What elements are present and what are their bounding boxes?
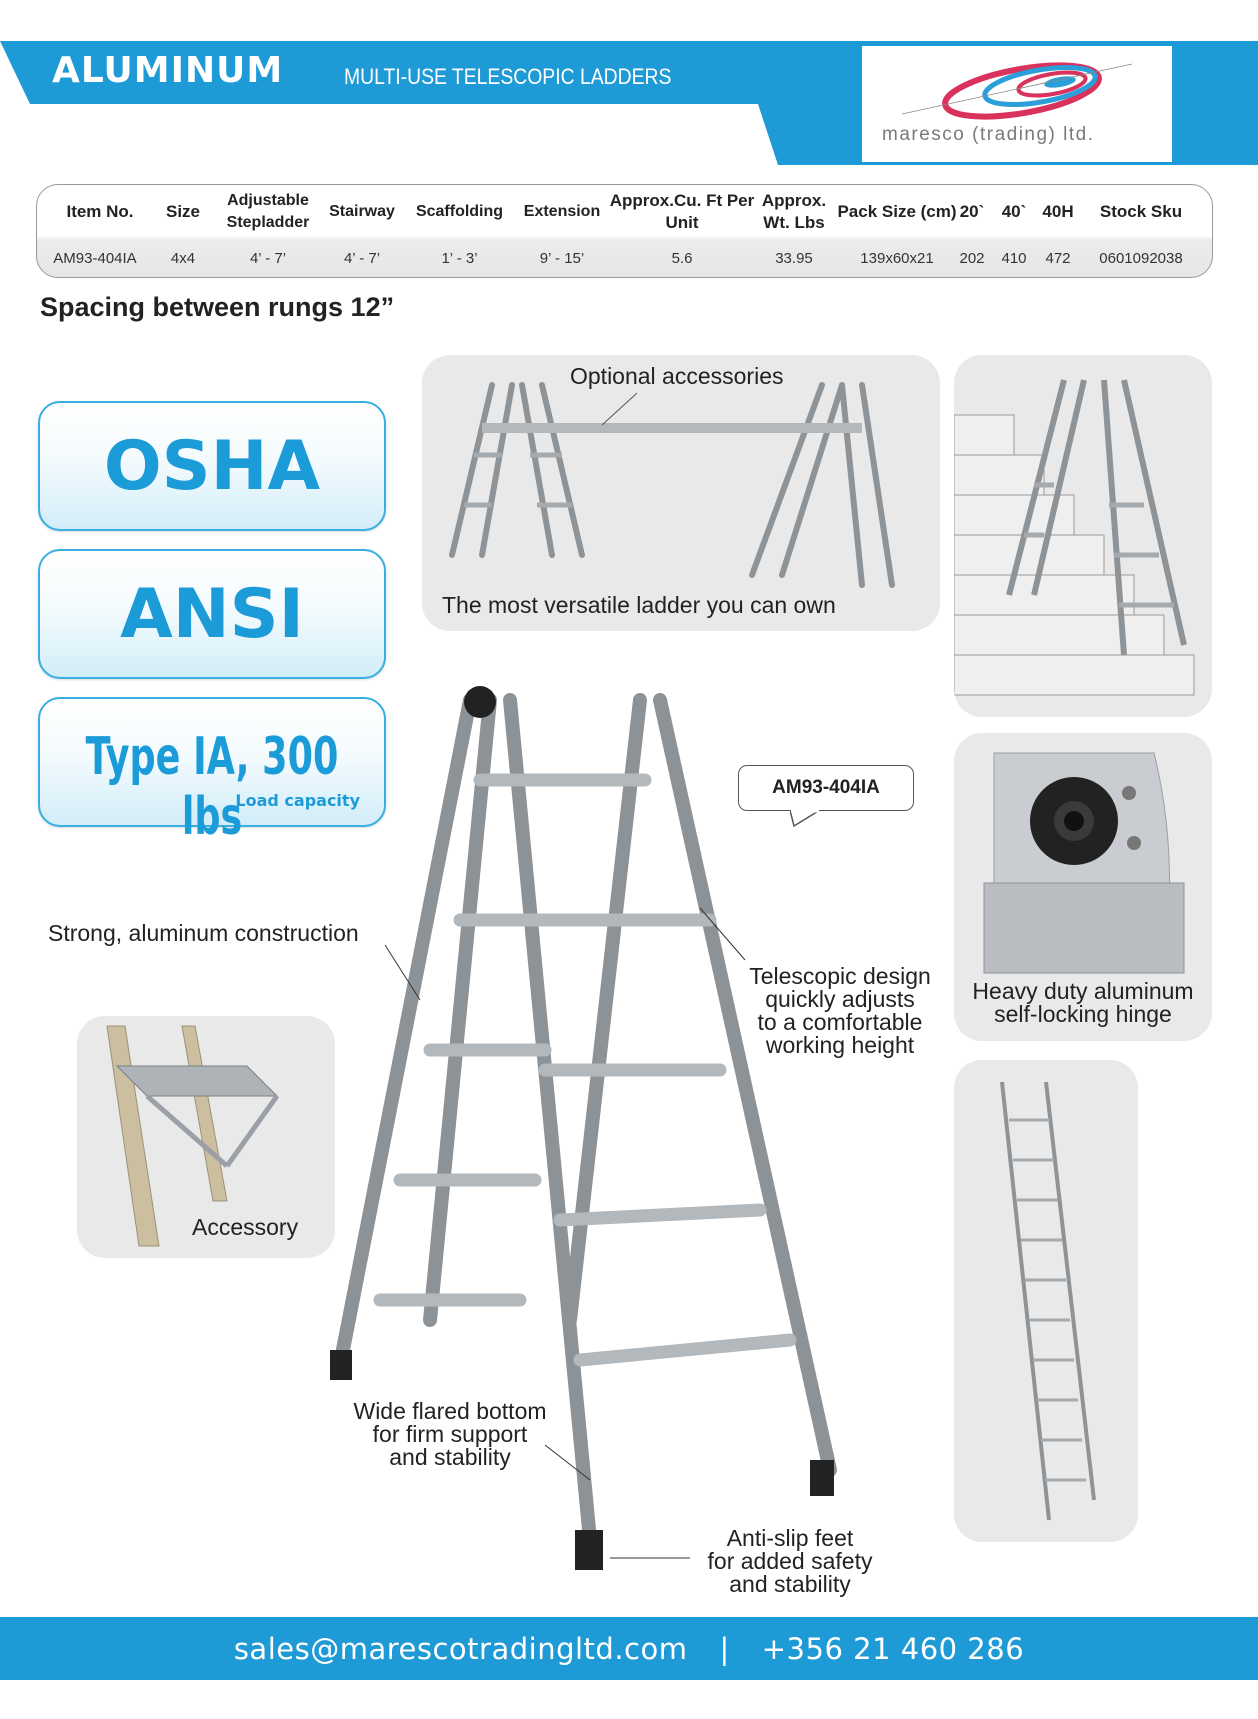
stairway-ladder-illustration	[954, 355, 1212, 717]
table-header-stock-sku: Stock Sku	[1099, 202, 1183, 221]
table-cell: AM93-404IA	[53, 249, 137, 267]
table-header-weight: Approx. Wt. Lbs	[761, 191, 827, 232]
table-header-40h: 40H	[1042, 202, 1074, 221]
table-cell: 9’ - 15’	[539, 249, 585, 267]
table-cell: 202	[959, 249, 985, 267]
accessory-photo-panel	[77, 1016, 335, 1258]
speech-bubble-tail	[790, 810, 830, 830]
extension-ladder-illustration	[954, 1060, 1138, 1542]
load-capacity-label: Load capacity	[235, 791, 360, 810]
table-cell: 139x60x21	[860, 249, 934, 267]
hinge-caption-line1: Heavy duty aluminum	[972, 978, 1194, 1004]
accessory-caption: Accessory	[192, 1214, 299, 1240]
company-logo	[862, 46, 1172, 162]
contact-footer	[0, 1617, 1258, 1680]
scaffold-photo-panel	[422, 355, 940, 631]
osha-badge	[38, 401, 386, 531]
model-number: AM93-404IA	[772, 777, 880, 798]
logo-text: maresco (trading) ltd.	[882, 124, 1095, 145]
hinge-caption-line2: self-locking hinge	[994, 1001, 1172, 1027]
footer-phone[interactable]: +356 21 460 286	[761, 1631, 1025, 1666]
table-header-size: Size	[165, 202, 201, 221]
callout-line: working height	[765, 1032, 915, 1058]
osha-label: OSHA	[103, 427, 321, 506]
callout-line: Anti-slip feet	[726, 1525, 854, 1551]
table-cell: 4x4	[170, 249, 196, 267]
callout-line: Wide flared bottom	[353, 1398, 547, 1424]
table-cell: 410	[1001, 249, 1027, 267]
callout-line: to a comfortable	[757, 1009, 923, 1035]
table-cell: 472	[1045, 249, 1071, 267]
model-callout	[738, 765, 914, 811]
table-cell: 5.6	[671, 249, 693, 267]
callout-line: and stability	[389, 1444, 511, 1470]
hinge-photo-panel	[954, 733, 1212, 1041]
header-subtitle: MULTI-USE TELESCOPIC LADDERS	[344, 64, 672, 89]
table-cell: 33.95	[775, 249, 813, 267]
accessories-caption: Optional accessories	[570, 363, 784, 389]
table-header-stepladder: Adjustable Stepladder	[226, 192, 310, 231]
versatile-caption: The most versatile ladder you can own	[442, 592, 836, 618]
spec-table	[36, 184, 1213, 278]
table-header-stairway: Stairway	[329, 203, 395, 220]
table-cell: 4’ - 7’	[249, 249, 287, 267]
callout-line: for firm support	[372, 1421, 528, 1447]
extension-photo-panel	[954, 1060, 1138, 1542]
table-header-40ft: 40`	[1001, 202, 1027, 221]
flared-bottom-callout	[340, 1400, 560, 1469]
table-header-extension: Extension	[523, 203, 601, 220]
table-header-20ft: 20`	[959, 202, 985, 221]
table-header-pack-size: Pack Size (cm)	[837, 202, 957, 221]
table-header-item-no: Item No.	[66, 202, 134, 221]
footer-separator: |	[719, 1631, 730, 1666]
strong-construction-callout: Strong, aluminum construction	[48, 920, 359, 946]
callout-line: quickly adjusts	[765, 986, 915, 1012]
type-rating-label: Type IA, 300 lbs	[85, 727, 339, 847]
footer-email[interactable]: sales@marescotradingltd.com	[233, 1631, 688, 1666]
callout-line: and stability	[729, 1571, 851, 1597]
anti-slip-callout	[690, 1527, 890, 1596]
scaffold-ladder-illustration	[422, 355, 940, 631]
header-title: ALUMINUM	[52, 50, 284, 91]
ansi-label: ANSI	[120, 575, 304, 654]
callout-line: Telescopic design	[749, 963, 931, 989]
table-cell: 1’ - 3’	[441, 249, 478, 267]
table-header-cu-ft: Approx.Cu. Ft Per Unit	[609, 191, 755, 232]
stairway-photo-panel	[954, 355, 1212, 717]
table-header-scaffolding: Scaffolding	[415, 203, 504, 220]
spacing-note: Spacing between rungs 12”	[40, 292, 395, 322]
table-cell: 0601092038	[1099, 249, 1183, 267]
table-cell: 4’ - 7’	[343, 249, 381, 267]
telescopic-callout	[740, 965, 940, 1057]
ansi-badge	[38, 549, 386, 679]
callout-line: for added safety	[707, 1548, 873, 1574]
